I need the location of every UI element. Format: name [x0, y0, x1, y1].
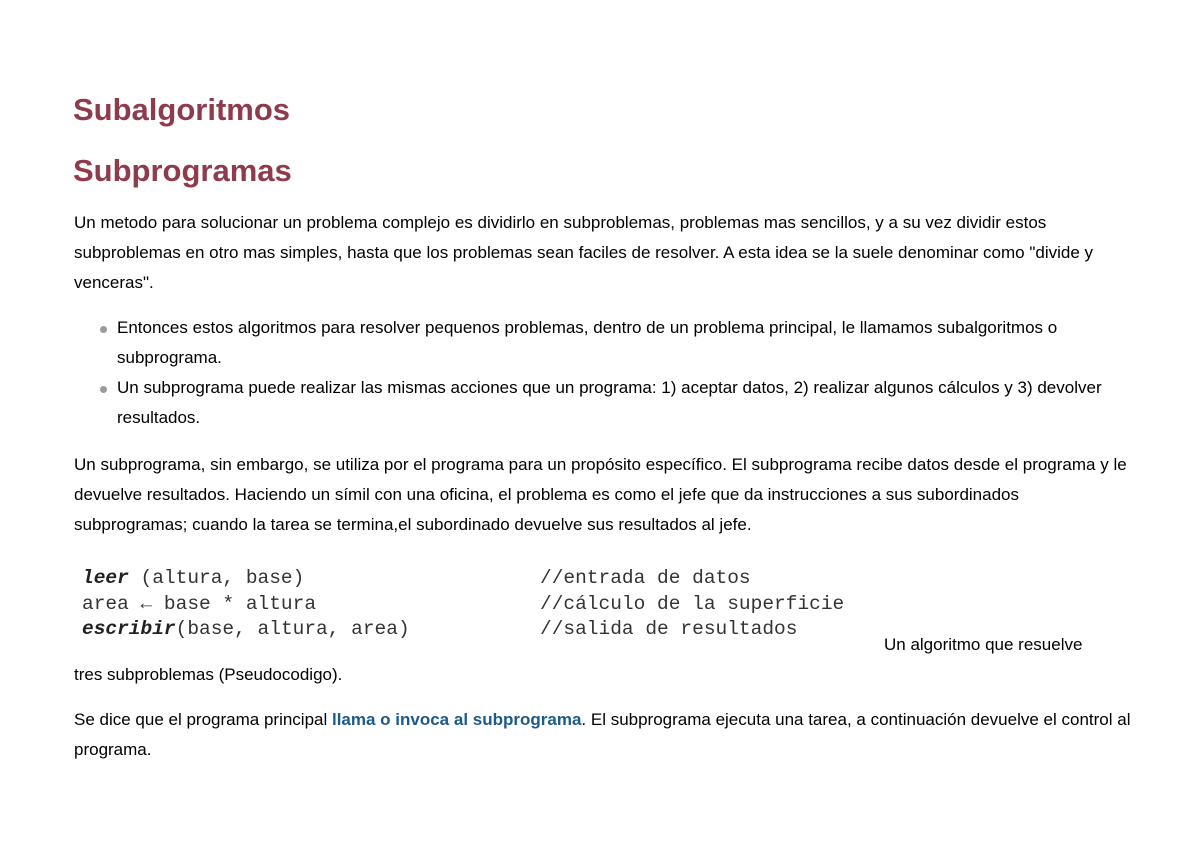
code-line: [82, 592, 845, 618]
list-item: [74, 313, 1134, 373]
description-paragraph: Un subprograma, sin embargo, se utiliza por el programa para un propósito específico. El subprograma recibe datos desde el programa y le devuelve resultados. Haciendo un símil con una oficina, el problema es como el jefe que da instrucciones a sus subordinados subprogramas; cuando la tarea se termina,el subordinado devuelve sus resultados al jefe.: [74, 455, 1127, 534]
list-item-text: Un subprograma puede realizar las mismas acciones que un programa: 1) aceptar datos, 2) realizar algunos cálculos y 3) devolver resultados.: [117, 378, 1102, 427]
bullet-icon: [100, 386, 107, 393]
subprogram-link[interactable]: llama o invoca al subprograma: [331, 710, 582, 729]
code-comment: //salida de resultados: [540, 618, 798, 640]
figure-caption-start: Un algoritmo que resuelve: [884, 635, 1083, 654]
closing-text-after: . El subprograma ejecuta una tarea, a continuación devuelve el control al programa.: [74, 710, 1131, 759]
pseudocode-block: [82, 566, 845, 643]
closing-text-before: Se dice que el programa principal: [74, 710, 332, 729]
code-line: [82, 617, 798, 643]
intro-paragraph: Un metodo para solucionar un problema complejo es dividirlo en subproblemas, problemas mas sencillos, y a su vez dividir estos subproblemas en otro mas simples, hasta que los problemas sean faciles de resolver. A esta idea se la suele denominar como "divide y venceras".: [74, 213, 1094, 292]
code-text: (base, altura, area): [175, 618, 410, 640]
code-text: (altura, base): [128, 567, 305, 589]
code-comment: //entrada de datos: [540, 567, 751, 589]
code-comment: //cálculo de la superficie: [540, 592, 845, 615]
closing-paragraph: [74, 705, 1134, 765]
list-item-text: Entonces estos algoritmos para resolver pequenos problemas, dentro de un problema principal, le llamamos subalgoritmos o subprograma.: [117, 318, 1058, 367]
code-text: area ← base * altura: [82, 592, 317, 615]
figure-caption-end: tres subproblemas (Pseudocodigo).: [74, 665, 343, 684]
code-keyword: escribir: [82, 618, 176, 640]
bullet-list: [74, 313, 1134, 433]
heading-subprogramas: Subprogramas: [73, 153, 292, 188]
heading-subalgoritmos: Subalgoritmos: [73, 92, 291, 127]
list-item: [74, 373, 1134, 433]
code-line: [82, 566, 751, 592]
bullet-icon: [100, 326, 107, 333]
code-keyword: leer: [82, 567, 129, 589]
